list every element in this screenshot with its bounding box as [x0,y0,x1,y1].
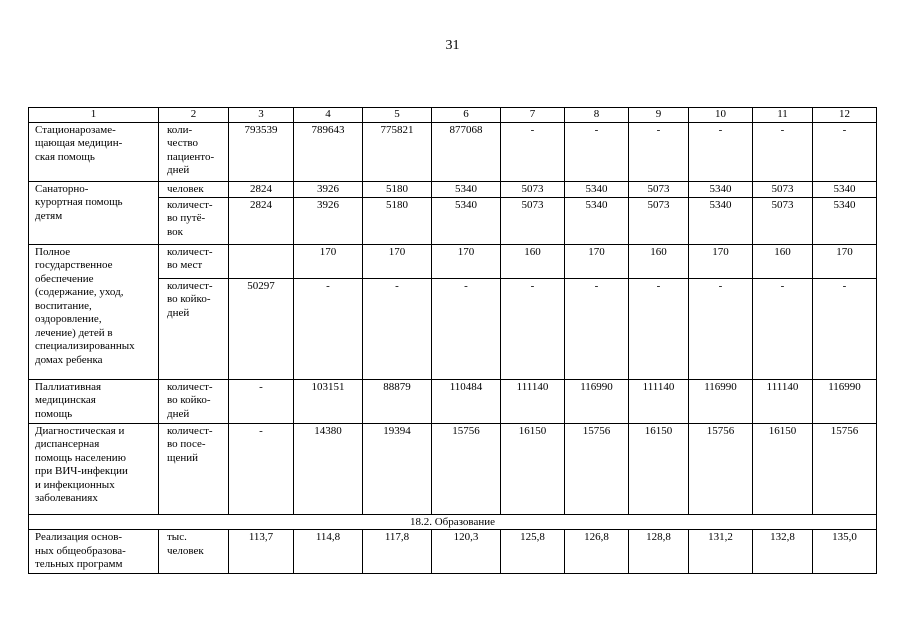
value-cell: 111140 [629,379,689,423]
column-number: 9 [629,108,689,123]
value-cell: 15756 [432,423,501,514]
row-name: Диагностическая и диспансерная помощь населению при ВИЧ-инфекции и инфекционных заболеваниях [29,423,159,514]
value-cell: 5180 [363,181,432,197]
table-row [29,122,877,181]
value-cell: 2824 [229,197,294,244]
value-cell: 14380 [294,423,363,514]
value-cell: - [753,122,813,181]
column-number: 7 [501,108,565,123]
column-number: 11 [753,108,813,123]
value-cell: 88879 [363,379,432,423]
value-cell: - [629,122,689,181]
value-cell: 5073 [501,181,565,197]
unit-cell: количест- во путё- вок [159,197,229,244]
value-cell: 135,0 [813,530,877,574]
value-cell: 170 [689,244,753,278]
table-row [29,423,877,514]
unit-cell: коли- чество пациенто- дней [159,122,229,181]
value-cell: 16150 [629,423,689,514]
unit-cell: количест- во койко- дней [159,278,229,379]
value-cell: 160 [501,244,565,278]
value-cell: 120,3 [432,530,501,574]
value-cell: 170 [813,244,877,278]
value-cell: - [753,278,813,379]
value-cell: - [363,278,432,379]
row-name: Паллиативная медицинская помощь [29,379,159,423]
value-cell: 110484 [432,379,501,423]
row-name: Полное государственное обеспечение (содержание, уход, воспитание, оздоровление, лечение) детей в специализированных домах ребенка [29,244,159,379]
value-cell: 15756 [689,423,753,514]
value-cell: - [501,122,565,181]
value-cell: 125,8 [501,530,565,574]
value-cell: 19394 [363,423,432,514]
unit-cell: человек [159,181,229,197]
value-cell: 170 [565,244,629,278]
value-cell: 5340 [689,197,753,244]
value-cell: - [432,278,501,379]
value-cell: 116990 [813,379,877,423]
value-cell: 170 [432,244,501,278]
table-row [29,244,877,278]
value-cell: - [565,122,629,181]
value-cell: 170 [363,244,432,278]
value-cell: 132,8 [753,530,813,574]
column-number: 5 [363,108,432,123]
value-cell: 128,8 [629,530,689,574]
page-number: 31 [445,38,460,53]
column-number: 10 [689,108,753,123]
value-cell: - [629,278,689,379]
value-cell: 5340 [689,181,753,197]
value-cell: 16150 [753,423,813,514]
value-cell: 111140 [501,379,565,423]
value-cell: 5340 [432,181,501,197]
row-name: Санаторно- курортная помощь детям [29,181,159,244]
unit-cell: количест- во посе- щений [159,423,229,514]
value-cell [229,244,294,278]
value-cell: 5340 [565,197,629,244]
value-cell: 131,2 [689,530,753,574]
value-cell: 5180 [363,197,432,244]
value-cell: 113,7 [229,530,294,574]
value-cell: - [229,379,294,423]
value-cell: 116990 [689,379,753,423]
value-cell: 3926 [294,197,363,244]
value-cell: 2824 [229,181,294,197]
value-cell: 5073 [629,181,689,197]
value-cell: 5073 [629,197,689,244]
row-name: Реализация основ- ных общеобразова- тельных программ [29,530,159,574]
unit-cell: тыс. человек [159,530,229,574]
value-cell: 160 [629,244,689,278]
header-row [29,108,877,123]
column-number: 12 [813,108,877,123]
column-number: 1 [29,108,159,123]
value-cell: 877068 [432,122,501,181]
column-number: 8 [565,108,629,123]
value-cell: 16150 [501,423,565,514]
value-cell: - [813,278,877,379]
value-cell: 117,8 [363,530,432,574]
unit-cell: количест- во мест [159,244,229,278]
value-cell: 15756 [813,423,877,514]
value-cell: - [689,122,753,181]
value-cell: 5340 [813,197,877,244]
value-cell: 15756 [565,423,629,514]
value-cell: 126,8 [565,530,629,574]
value-cell: 170 [294,244,363,278]
table-row [29,181,877,197]
value-cell: 116990 [565,379,629,423]
value-cell: 50297 [229,278,294,379]
value-cell: - [689,278,753,379]
table-row [29,530,877,574]
table-row [29,379,877,423]
value-cell: - [565,278,629,379]
value-cell: 5340 [432,197,501,244]
unit-cell: количест- во койко- дней [159,379,229,423]
value-cell: 111140 [753,379,813,423]
section-row [29,514,877,530]
value-cell: - [229,423,294,514]
section-title: 18.2. Образование [29,514,877,530]
value-cell: 114,8 [294,530,363,574]
value-cell: 160 [753,244,813,278]
value-cell: 775821 [363,122,432,181]
value-cell: - [501,278,565,379]
column-number: 3 [229,108,294,123]
data-table [28,107,877,574]
column-number: 4 [294,108,363,123]
value-cell: 5073 [501,197,565,244]
value-cell: - [294,278,363,379]
row-name: Стационарозаме- щающая медицин- ская помощь [29,122,159,181]
value-cell: 5340 [565,181,629,197]
value-cell: 5073 [753,181,813,197]
value-cell: 3926 [294,181,363,197]
value-cell: - [813,122,877,181]
column-number: 6 [432,108,501,123]
value-cell: 793539 [229,122,294,181]
value-cell: 5073 [753,197,813,244]
value-cell: 5340 [813,181,877,197]
value-cell: 103151 [294,379,363,423]
value-cell: 789643 [294,122,363,181]
column-number: 2 [159,108,229,123]
